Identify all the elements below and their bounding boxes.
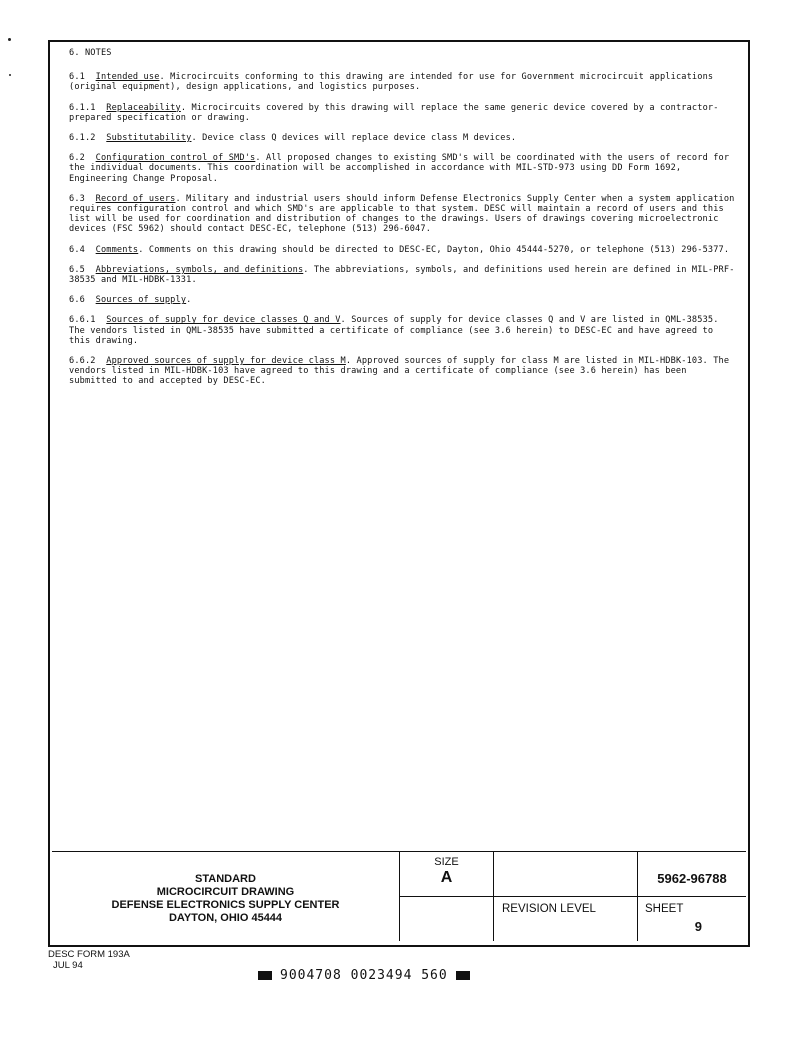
- size-label: SIZE: [434, 856, 459, 868]
- margin-mark: [8, 38, 11, 41]
- margin-mark: [9, 74, 11, 76]
- note-6-1: 6.1 Intended use. Microcircuits conforming to this drawing are intended for use for Government microcircuit applications (original equipment), design applications, and logistics purposes.: [69, 72, 714, 93]
- note-title: Configuration control of SMD's: [95, 153, 256, 164]
- sheet-number: 9: [694, 919, 702, 934]
- note-6-6-2: 6.6.2 Approved sources of supply for device class M. Approved sources of supply for class M are listed in MIL-HDBK-103. The vendors listed in MIL-HDBK-103 have agreed to this drawing and a certificate of compliance (see 3.6 herein) has been submitted to and accepted by DESC-EC.: [69, 356, 730, 387]
- organization-cell: [52, 852, 400, 941]
- note-title: Record of users: [95, 193, 176, 204]
- sheet-label: SHEET: [645, 903, 684, 915]
- note-title: Sources of supply: [95, 295, 187, 306]
- note-6-6: 6.6 Sources of supply.: [69, 295, 192, 306]
- barcode-strip: [258, 964, 498, 986]
- form-revision: JUL 94: [53, 960, 83, 971]
- blank-cell: [494, 852, 638, 897]
- notes-heading: 6. NOTES: [69, 48, 112, 58]
- size-cell: [400, 852, 494, 897]
- note-title: Approved sources of supply for device class M: [106, 356, 346, 367]
- form-id: [48, 949, 130, 971]
- barcode-text: 9004708 0023494 560: [280, 967, 448, 983]
- note-6-2: 6.2 Configuration control of SMD's. All proposed changes to existing SMD's will be coordinated with the users of record for the individual documents. This coordination will be accomplished in accordance with MIL-STD-973 using DD Form 1692, Engineering Change Proposal.: [69, 153, 730, 184]
- revision-label: REVISION LEVEL: [502, 903, 596, 915]
- note-title: Sources of supply for device classes Q and V: [106, 315, 341, 326]
- org-line: DEFENSE ELECTRONICS SUPPLY CENTER: [111, 899, 340, 911]
- revision-level-cell: [494, 897, 638, 941]
- org-line: MICROCIRCUIT DRAWING: [156, 886, 295, 898]
- drawing-number: 5962-96788: [638, 852, 746, 897]
- sheet-cell: [638, 897, 746, 941]
- note-title: Abbreviations, symbols, and definitions: [95, 264, 304, 275]
- note-6-4: 6.4 Comments. Comments on this drawing should be directed to DESC-EC, Dayton, Ohio 45444-5270, or telephone (513) 296-5377.: [69, 244, 730, 255]
- note-6-6-1: 6.6.1 Sources of supply for device classes Q and V. Sources of supply for device classes Q and V are listed in QML-38535. The vendors listed in QML-38535 have submitted a certificate of compliance (see 3.6 herein) to DESC-EC and have agreed to this drawing.: [69, 315, 719, 346]
- note-6-5: 6.5 Abbreviations, symbols, and definitions. The abbreviations, symbols, and definitions used herein are defined in MIL-PRF-38535 and MIL-HDBK-1331.: [69, 264, 735, 286]
- note-6-1-2: 6.1.2 Substitutability. Device class Q devices will replace device class M devices.: [69, 133, 517, 144]
- drawing-sheet-frame: [48, 40, 750, 947]
- note-6-3: 6.3 Record of users. Military and industrial users should inform Defense Electronics Supply Center when a system application requires configuration control and which SMD's are applicable to that system. DESC will maintain a record of users and this list will be used for coordination and distribution of changes to the drawings. Users of drawings covering microelectronic devices (FSC 5962) should contact DESC-EC, telephone (513) 296-6047.: [69, 193, 735, 235]
- barcode-block-right: [456, 971, 470, 980]
- form-name: DESC FORM 193A: [48, 949, 130, 960]
- title-block: [52, 851, 746, 943]
- notes-section: [58, 48, 738, 397]
- note-title: Comments: [95, 244, 139, 255]
- note-title: Substitutability: [106, 133, 192, 144]
- blank-cell: [400, 897, 494, 941]
- org-line: STANDARD: [195, 873, 256, 885]
- note-title: Intended use: [95, 72, 160, 83]
- org-line: DAYTON, OHIO 45444: [168, 912, 283, 924]
- barcode-block-left: [258, 971, 272, 980]
- note-6-1-1: 6.1.1 Replaceability. Microcircuits covered by this drawing will replace the same generic device covered by a contractor-prepared specification or drawing.: [69, 102, 719, 123]
- size-value: A: [440, 869, 453, 886]
- note-title: Replaceability: [106, 102, 181, 113]
